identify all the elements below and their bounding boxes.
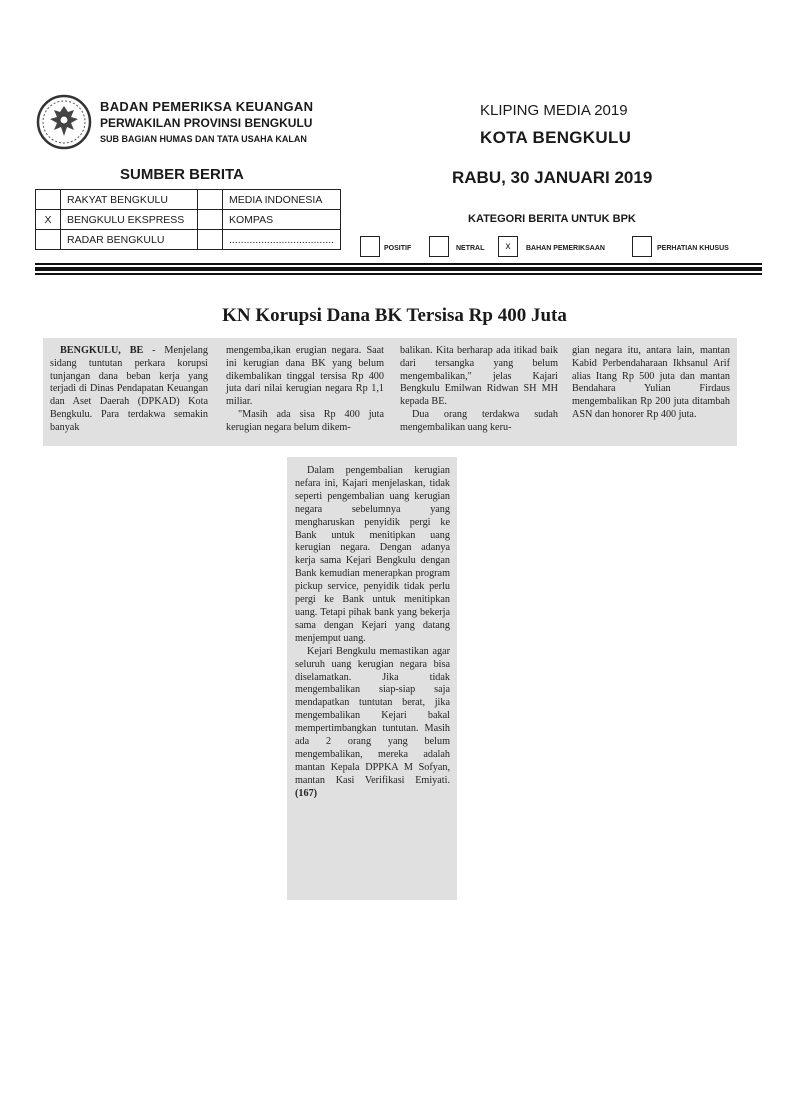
org-subtitle: PERWAKILAN PROVINSI BENGKULU xyxy=(100,116,313,130)
source-name: MEDIA INDONESIA xyxy=(223,190,341,210)
kliping-title: KLIPING MEDIA 2019 xyxy=(480,102,628,119)
source-checkbox xyxy=(36,190,61,210)
article-column-4 xyxy=(572,345,730,422)
table-row xyxy=(36,210,341,230)
article-column-2 xyxy=(226,345,384,435)
kategori-label-bahan-pemeriksaan: BAHAN PEMERIKSAAN xyxy=(526,245,605,252)
kategori-checkbox-netral xyxy=(429,236,449,257)
kategori-title: KATEGORI BERITA UNTUK BPK xyxy=(468,213,636,225)
kategori-label-netral: NETRAL xyxy=(456,245,485,252)
article-text: gian negara itu, antara lain, mantan Kabid Perbendaharaan Ikhsanul Arif alias Itang Rp 500 juta dan mantan Bendahara Yulian Firdaus mengembalikan Rp 200 juta ditambah ASN dan honorer Rp 400 juta. xyxy=(572,345,730,420)
article-text: Dalam pengembalian kerugian nefara ini, Kajari menjelaskan, tidak seperti pengembalian uang kerugian negara sebelumnya yang mengharuskan penyidik pergi ke Bank untuk menitipkan uang kerugian negara. Dengan adanya kerja sama Kejari Bengkulu dengan Bank kemudian menerapkan program pickup service, penyidik tidak perlu pergi ke Bank untuk menitipkan uang. Tetapi pihak bank yang bekerja sama dengan Kejari yang datang menjemput uang. xyxy=(295,465,450,644)
article-column-3 xyxy=(400,345,558,435)
divider xyxy=(35,267,762,271)
garuda-emblem-icon xyxy=(34,92,94,152)
org-unit: SUB BAGIAN HUMAS DAN TATA USAHA KALAN xyxy=(100,134,307,144)
divider xyxy=(35,273,762,275)
source-checkbox xyxy=(198,190,223,210)
article-text: - Menjelang sidang tuntutan perkara korupsi tunjangan dana beban kerja yang terjadi di Dinas Pendapatan Keuangan dan Aset Daerah (DPKAD) Kota Bengkulu. Para terdakwa semakin banyak xyxy=(50,345,208,433)
article-text: Kejari Bengkulu memastikan agar seluruh uang kerugian negara bisa diselamatkan. Jika tidak mengembalikan siap-siap saja mendapatkan tuntutan berat, jika mengembalikan Kejari bakal mempertimbangkan tuntutan. Masih ada 2 orang yang belum mengembalikan, mereka adalah mantan Kepala DPPKA M Sofyan, mantan Kasi Verifikasi Emiyati. xyxy=(295,645,450,786)
source-checkbox xyxy=(198,210,223,230)
kategori-label-perhatian-khusus: PERHATIAN KHUSUS xyxy=(657,245,729,252)
sumber-berita-title: SUMBER BERITA xyxy=(120,166,244,183)
kategori-checkbox-positif xyxy=(360,236,380,257)
date-title: RABU, 30 JANUARI 2019 xyxy=(452,168,653,187)
divider xyxy=(35,263,762,265)
article-text: balikan. Kita berharap ada itikad baik dari tersangka yang belum mengembalikan," jelas Kajari Bengkulu Emilwan Ridwan SH MH kepada BE. xyxy=(400,345,558,408)
kategori-label-positif: POSITIF xyxy=(384,245,412,252)
kategori-checkbox-bahan-pemeriksaan: x xyxy=(498,236,518,257)
source-name: RADAR BENGKULU xyxy=(61,230,198,250)
source-name: KOMPAS xyxy=(223,210,341,230)
article-text: Dua orang terdakwa sudah mengembalikan uang keru- xyxy=(400,408,558,433)
table-row xyxy=(36,190,341,210)
article-signature: (167) xyxy=(295,787,318,799)
article-dateline: BENGKULU, BE xyxy=(60,345,144,356)
article-column-1 xyxy=(50,345,208,435)
kota-title: KOTA BENGKULU xyxy=(480,128,632,147)
sumber-berita-table xyxy=(35,189,341,250)
table-row xyxy=(36,230,341,250)
source-name: BENGKULU EKSPRESS xyxy=(61,210,198,230)
article-headline: KN Korupsi Dana BK Tersisa Rp 400 Juta xyxy=(222,305,567,326)
source-checkbox xyxy=(198,230,223,250)
article-text: "Masih ada sisa Rp 400 juta kerugian negara belum dikem- xyxy=(226,408,384,433)
source-checkbox xyxy=(36,230,61,250)
source-name: RAKYAT BENGKULU xyxy=(61,190,198,210)
source-checkbox: X xyxy=(36,210,61,230)
org-name: BADAN PEMERIKSA KEUANGAN xyxy=(100,99,314,114)
article-text: mengemba,ikan erugian negara. Saat ini kerugian dana BK yang belum dikembalikan tinggal tersisa Rp 400 juta dari nilai kerugian negara Rp 1,1 miliar. xyxy=(226,345,384,408)
source-name: .................................... xyxy=(223,230,341,250)
kategori-checkbox-perhatian-khusus xyxy=(632,236,652,257)
article-column-5 xyxy=(295,465,450,801)
